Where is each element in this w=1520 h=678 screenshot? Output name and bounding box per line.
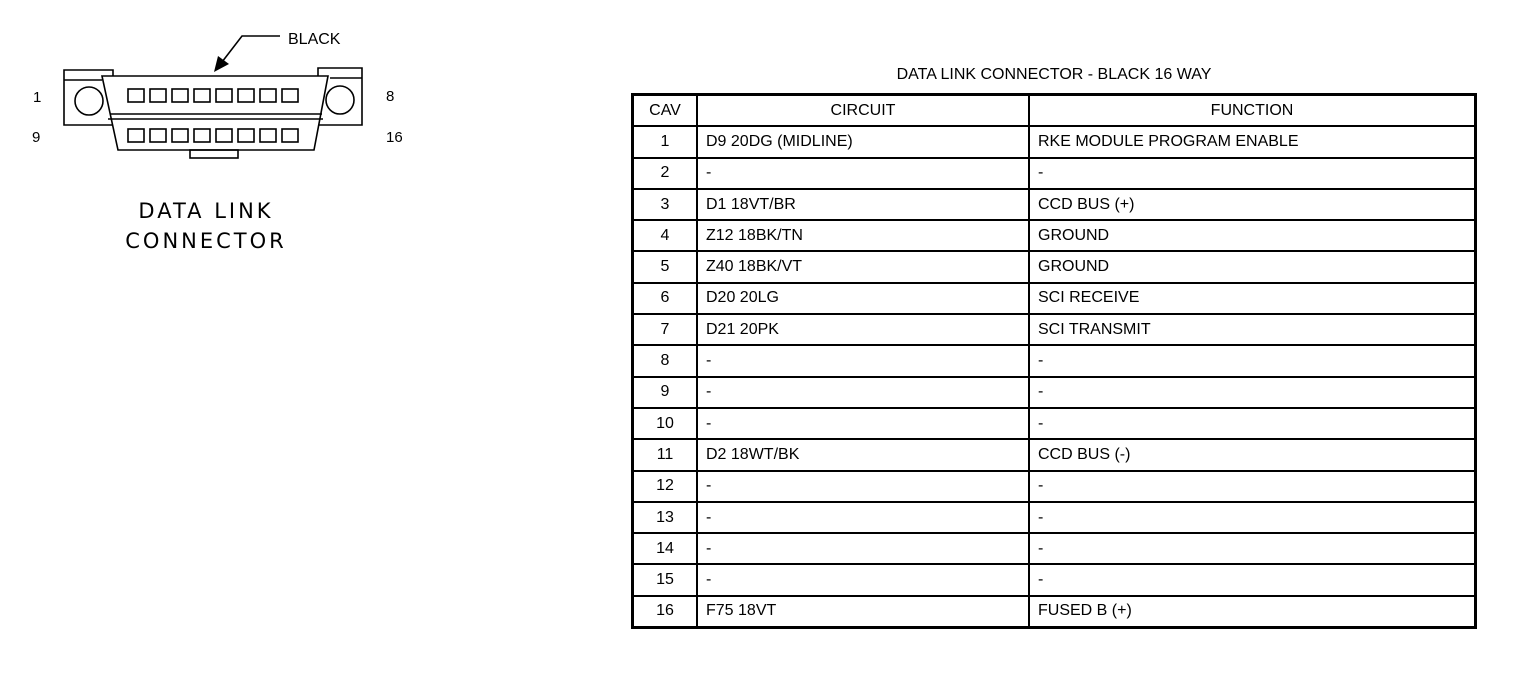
pin-label-8: 8 <box>386 88 395 105</box>
circuit-cell: F75 18VT <box>697 596 1029 627</box>
circuit-cell: - <box>697 158 1029 189</box>
table-row <box>633 158 1475 189</box>
cav-cell: 7 <box>633 314 697 345</box>
table-row <box>633 533 1475 564</box>
connector-key-tab <box>190 150 238 158</box>
right-mounting-hole <box>326 86 354 114</box>
pin-label-16: 16 <box>386 129 403 146</box>
cav-cell: 6 <box>633 283 697 314</box>
function-cell: - <box>1029 377 1475 408</box>
cav-cell: 9 <box>633 377 697 408</box>
left-mounting-hole <box>75 87 103 115</box>
function-cell: FUSED B (+) <box>1029 596 1475 627</box>
table-row <box>633 502 1475 533</box>
cav-cell: 10 <box>633 408 697 439</box>
circuit-cell: Z40 18BK/VT <box>697 251 1029 282</box>
function-cell: - <box>1029 345 1475 376</box>
cav-cell: 5 <box>633 251 697 282</box>
cav-cell: 11 <box>633 439 697 470</box>
function-cell: - <box>1029 564 1475 595</box>
circuit-cell: - <box>697 408 1029 439</box>
circuit-cell: D20 20LG <box>697 283 1029 314</box>
cav-cell: 15 <box>633 564 697 595</box>
cav-cell: 16 <box>633 596 697 627</box>
function-cell: CCD BUS (-) <box>1029 439 1475 470</box>
cav-cell: 14 <box>633 533 697 564</box>
table-row <box>633 439 1475 470</box>
function-cell: - <box>1029 408 1475 439</box>
table-row <box>633 220 1475 251</box>
cav-cell: 12 <box>633 471 697 502</box>
cav-cell: 8 <box>633 345 697 376</box>
function-cell: GROUND <box>1029 251 1475 282</box>
pin-label-1: 1 <box>33 89 42 106</box>
function-cell: SCI TRANSMIT <box>1029 314 1475 345</box>
table-row <box>633 126 1475 157</box>
function-cell: - <box>1029 471 1475 502</box>
function-cell: - <box>1029 502 1475 533</box>
table-header-row <box>633 95 1475 126</box>
header-cav: CAV <box>633 95 697 126</box>
circuit-cell: - <box>697 564 1029 595</box>
table-row <box>633 471 1475 502</box>
table-title: DATA LINK CONNECTOR - BLACK 16 WAY <box>896 66 1212 83</box>
function-cell: GROUND <box>1029 220 1475 251</box>
cav-cell: 2 <box>633 158 697 189</box>
callout-black-label: BLACK <box>288 31 341 48</box>
diagram-caption-line2: CONNECTOR <box>125 229 287 253</box>
circuit-cell: D21 20PK <box>697 314 1029 345</box>
table-row <box>633 283 1475 314</box>
table-row <box>633 314 1475 345</box>
circuit-cell: - <box>697 471 1029 502</box>
table-row <box>633 377 1475 408</box>
black-callout-arrow <box>214 36 280 72</box>
connector-pinout-table <box>632 94 1476 628</box>
function-cell: - <box>1029 533 1475 564</box>
cav-cell: 3 <box>633 189 697 220</box>
header-function: FUNCTION <box>1029 95 1475 126</box>
circuit-cell: - <box>697 502 1029 533</box>
table-row <box>633 596 1475 627</box>
table-row <box>633 345 1475 376</box>
table-row <box>633 189 1475 220</box>
header-circuit: CIRCUIT <box>697 95 1029 126</box>
circuit-cell: D1 18VT/BR <box>697 189 1029 220</box>
circuit-cell: - <box>697 345 1029 376</box>
cav-cell: 13 <box>633 502 697 533</box>
circuit-cell: D2 18WT/BK <box>697 439 1029 470</box>
function-cell: SCI RECEIVE <box>1029 283 1475 314</box>
function-cell: - <box>1029 158 1475 189</box>
function-cell: CCD BUS (+) <box>1029 189 1475 220</box>
function-cell: RKE MODULE PROGRAM ENABLE <box>1029 126 1475 157</box>
circuit-cell: D9 20DG (MIDLINE) <box>697 126 1029 157</box>
table-row <box>633 251 1475 282</box>
cav-cell: 1 <box>633 126 697 157</box>
circuit-cell: - <box>697 533 1029 564</box>
table-row <box>633 564 1475 595</box>
cav-cell: 4 <box>633 220 697 251</box>
circuit-cell: - <box>697 377 1029 408</box>
diagram-caption-line1: DATA LINK <box>138 199 274 223</box>
connector-body <box>102 76 328 150</box>
circuit-cell: Z12 18BK/TN <box>697 220 1029 251</box>
pin-label-9: 9 <box>32 129 41 146</box>
table-row <box>633 408 1475 439</box>
